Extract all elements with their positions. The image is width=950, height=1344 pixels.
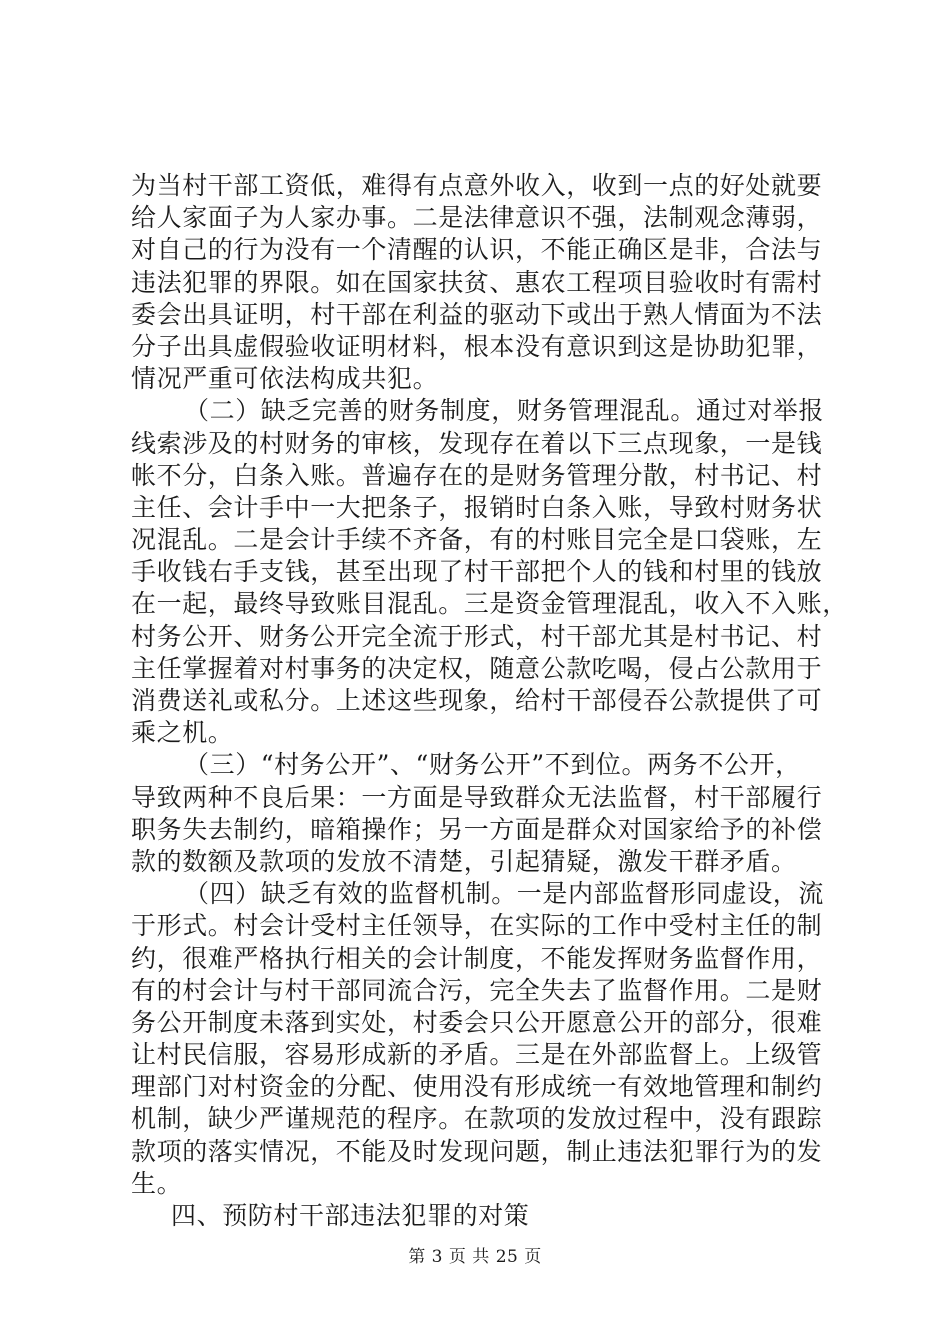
text-line: 村务公开、财务公开完全流于形式，村干部尤其是村书记、村 [131, 621, 823, 651]
text-line: 款的数额及款项的发放不清楚，引起猜疑，激发干群矛盾。 [131, 846, 797, 876]
text-line: 款项的落实情况，不能及时发现问题，制止违法犯罪行为的发 [131, 1136, 823, 1166]
text-line: 委会出具证明，村干部在利益的驱动下或出于熟人情面为不法 [131, 299, 823, 329]
text-line: 职务失去制约，暗箱操作；另一方面是群众对国家给予的补偿 [131, 814, 823, 844]
text-line: 有的村会计与村干部同流合污，完全失去了监督作用。二是财 [131, 975, 823, 1005]
text-line: 主任掌握着对村事务的决定权，随意公款吃喝，侵占公款用于 [131, 653, 823, 683]
text-line: 导致两种不良后果：一方面是导致群众无法监督，村干部履行 [131, 782, 823, 812]
text-line: 消费送礼或私分。上述这些现象，给村干部侵吞公款提供了可 [131, 686, 823, 715]
text-line: 理部门对村资金的分配、使用没有形成统一有效地管理和制约 [131, 1072, 823, 1102]
text-line: 情况严重可依法构成共犯。 [131, 364, 439, 394]
page-number-footer: 第 3 页 共 25 页 [408, 1247, 542, 1267]
document-body [131, 170, 848, 1232]
text-line: 给人家面子为人家办事。二是法律意识不强，法制观念薄弱， [131, 203, 823, 233]
text-line: 分子出具虚假验收证明材料，根本没有意识到这是协助犯罪， [131, 331, 823, 361]
paragraph-start-line: （四）缺乏有效的监督机制。一是内部监督形同虚设，流 [184, 879, 825, 909]
text-line: 约，很难严格执行相关的会计制度，不能发挥财务监督作用， [131, 943, 823, 973]
text-line: 让村民信服，容易形成新的矛盾。三是在外部监督上。上级管 [131, 1040, 823, 1070]
paragraph-start-line: （三）“村务公开”、“财务公开”不到位。两务不公开， [184, 750, 801, 780]
section-heading: 四、预防村干部违法犯罪的对策 [171, 1201, 530, 1230]
text-line: 机制，缺少严谨规范的程序。在款项的发放过程中，没有跟踪 [131, 1104, 823, 1134]
text-line: 主任、会计手中一大把条子，报销时白条入账，导致村财务状 [131, 492, 823, 522]
text-line: 于形式。村会计受村主任领导，在实际的工作中受村主任的制 [131, 911, 823, 941]
text-line: 务公开制度未落到实处，村委会只公开愿意公开的部分，很难 [131, 1007, 823, 1037]
paragraph-start-line: （二）缺乏完善的财务制度，财务管理混乱。通过对举报 [184, 396, 825, 426]
text-line: 在一起，最终导致账目混乱。三是资金管理混乱，收入不入账， [131, 589, 848, 619]
text-line: 对自己的行为没有一个清醒的认识，不能正确区是非，合法与 [131, 235, 823, 265]
text-line: 手收钱右手支钱，甚至出现了村干部把个人的钱和村里的钱放 [131, 557, 823, 587]
text-line: 况混乱。二是会计手续不齐备，有的村账目完全是口袋账，左 [131, 525, 823, 555]
text-line: 为当村干部工资低，难得有点意外收入，收到一点的好处就要 [131, 171, 823, 200]
text-line: 乘之机。 [131, 718, 234, 748]
text-line: 帐不分，白条入账。普遍存在的是财务管理分散，村书记、村 [131, 460, 823, 490]
text-line: 线索涉及的村财务的审核，发现存在着以下三点现象，一是钱 [131, 428, 823, 458]
text-line: 违法犯罪的界限。如在国家扶贫、惠农工程项目验收时有需村 [131, 267, 823, 297]
text-line: 生。 [131, 1168, 183, 1198]
